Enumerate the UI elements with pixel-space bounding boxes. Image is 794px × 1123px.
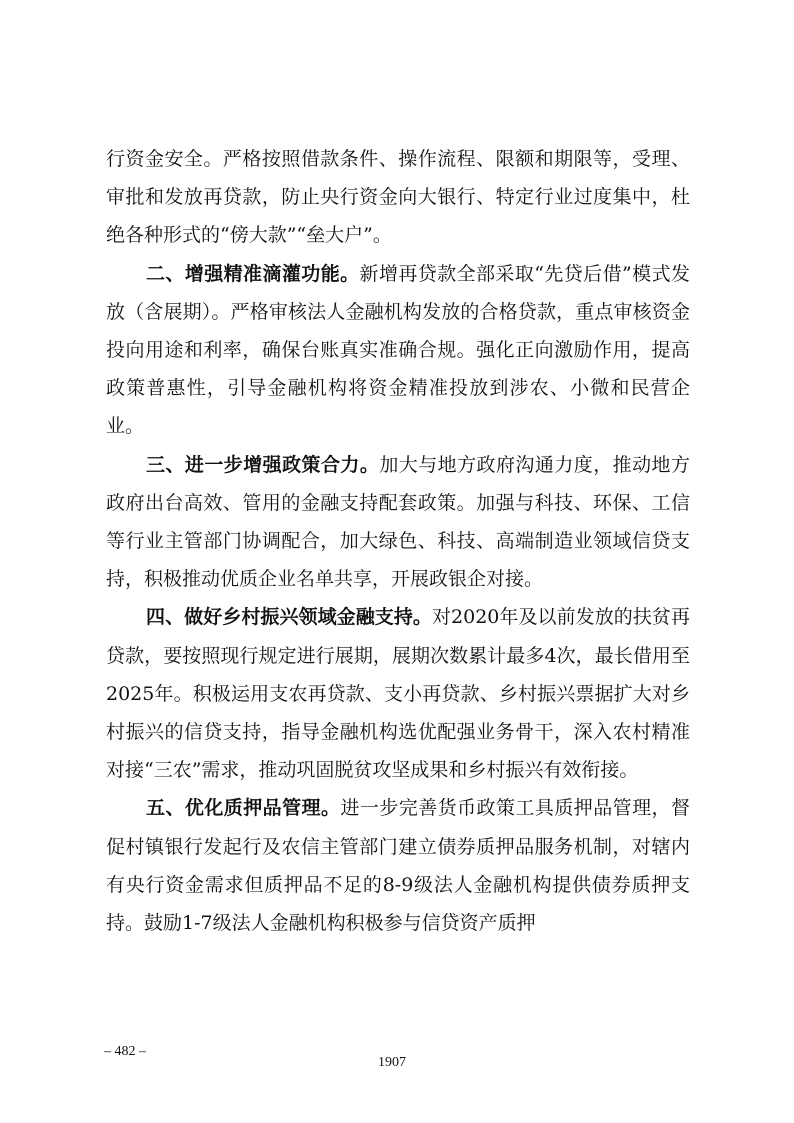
- section-heading-2: 二、增强精准滴灌功能。: [146, 262, 360, 285]
- paragraph-4: [106, 598, 690, 789]
- page-number: – 482 –: [104, 1044, 146, 1059]
- paragraph-5-text: 进一步完善货币政策工具质押品管理，督促村镇银行发起行及农信主管部门建立债券质押品服务机制，对辖内有央行资金需求但质押品不足的8-9级法人金融机构提供债券质押支持。鼓励1-7级法人金融机构积极参与信贷资产质押: [106, 797, 690, 935]
- paragraph-3: [106, 446, 690, 599]
- section-heading-3: 三、进一步增强政策合力。: [146, 453, 380, 476]
- paragraph-2: [106, 255, 690, 446]
- paragraph-4-text: 对2020年及以前发放的扶贫再贷款，要按照现行规定进行展期，展期次数累计最多4次，最长借用至2025年。积极运用支农再贷款、支小再贷款、乡村振兴票据扩大对乡村振兴的信贷支持，指导金融机构选优配强业务骨干，深入农村精准对接“三农”需求，推动巩固脱贫攻坚成果和乡村振兴有效衔接。: [106, 606, 690, 782]
- footer-number: 1907: [378, 1055, 406, 1070]
- section-heading-5: 五、优化质押品管理。: [146, 797, 341, 820]
- paragraph-1-text: 行资金安全。严格按照借款条件、操作流程、限额和期限等，受理、审批和发放再贷款，防止央行资金向大银行、特定行业过度集中，杜绝各种形式的“傍大款”“垒大户”。: [106, 148, 690, 247]
- paragraph-1: [106, 140, 690, 255]
- paragraph-5: [106, 789, 690, 942]
- document-body: [106, 140, 690, 942]
- paragraph-2-text: 新增再贷款全部采取“先贷后借”模式发放（含展期）。严格审核法人金融机构发放的合格贷款，重点审核资金投向用途和利率，确保台账真实准确合规。强化正向激励作用，提高政策普惠性，引导金融机构将资金精准投放到涉农、小微和民营企业。: [106, 262, 690, 438]
- paragraph-3-text: 加大与地方政府沟通力度，推动地方政府出台高效、管用的金融支持配套政策。加强与科技、环保、工信等行业主管部门协调配合，加大绿色、科技、高端制造业领域信贷支持，积极推动优质企业名单共享，开展政银企对接。: [106, 453, 690, 591]
- section-heading-4: 四、做好乡村振兴领域金融支持。: [146, 606, 432, 629]
